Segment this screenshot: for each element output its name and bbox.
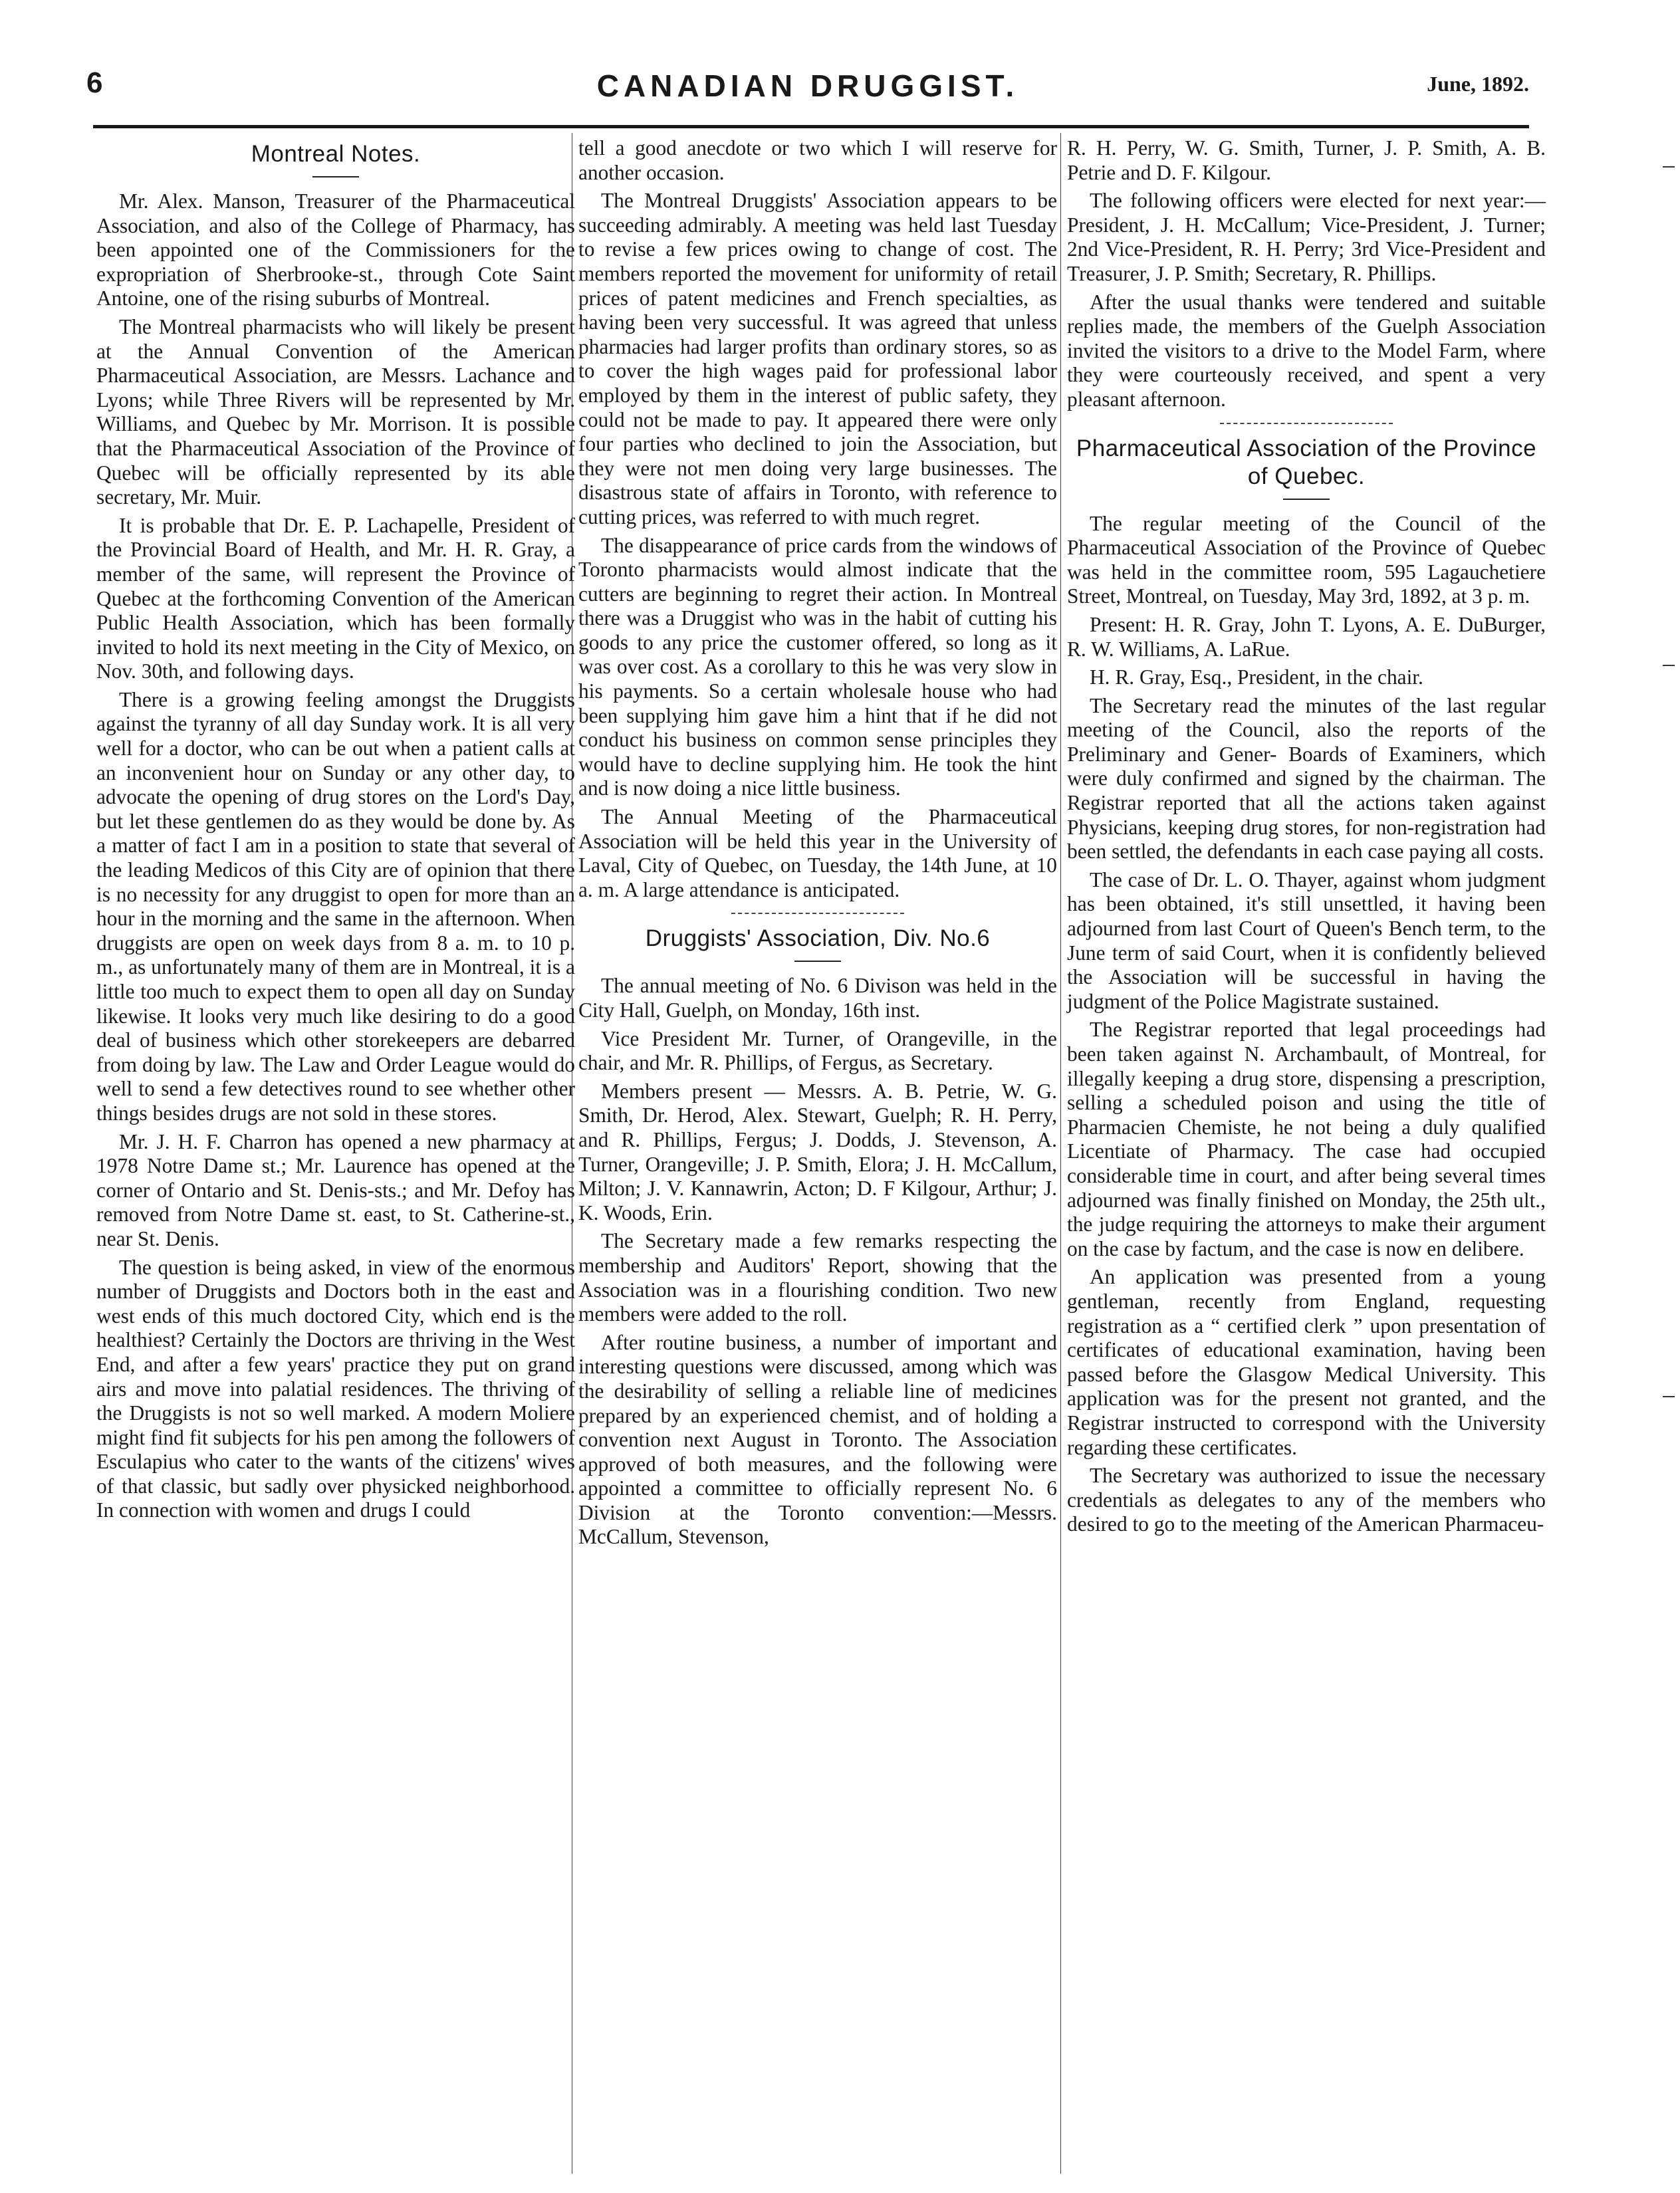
- article-paragraph: Mr. J. H. F. Charron has opened a new pharmacy at 1978 Notre Dame st.; Mr. Laurence has opened at the corner of Ontario and St. Denis-sts.; and Mr. Defoy has removed from Notre Dame st. east, to St. Catherine-st., near St. Denis.: [96, 1129, 575, 1250]
- column-3: [1067, 136, 1546, 1541]
- article-paragraph: The Registrar reported that legal proceedings had been taken against N. Archambault, of Montreal, for illegally keeping a drug store, dispensing a prescription, selling a scheduled poison and using the title of Pharmacien Chemiste, he not being a duly qualified Licentiate of Pharmacy. The case had occupied considerable time in court, and after being several times adjourned was finally finished on Monday, the 25th ult., the judge requiring the attorneys to make their argument on the case by factum, and the case is now en delibere.: [1067, 1018, 1546, 1260]
- article-paragraph: The Montreal Druggists' Association appears to be succeeding admirably. A meeting was held last Tuesday to revise a few prices owing to change of cost. The members reported the movement for uniformity of retail prices of patent medicines and French specialties, as having been very successful. It was agreed that unless pharmacies had larger profits than ordinary stores, so as to cover the high wages paid for professional labor employed by them in the interest of public safety, they could not be made to pay. It appeared there were only four parties who declined to join the Association, but they were not men doing very large businesses. The disastrous state of affairs in Toronto, with reference to cutting prices, was referred to with much regret.: [578, 189, 1057, 528]
- article-paragraph: The annual meeting of No. 6 Divison was held in the City Hall, Guelph, on Monday, 16th inst.: [578, 974, 1057, 1022]
- binding-mark: [1663, 665, 1675, 670]
- article-paragraph: It is probable that Dr. E. P. Lachapelle, President of the Provincial Board of Health, and Mr. H. R. Gray, a member of the same, will represent the Province of Quebec at the forthcoming Convention of the American Public Health Association, which has been formally invited to hold its next meeting in the City of Mexico, on Nov. 30th, and following days.: [96, 513, 575, 683]
- title-rule: [794, 961, 841, 962]
- article-title-druggists-association: Druggists' Association, Div. No.6: [645, 925, 991, 952]
- article-title-pharmaceutical-association: Pharmaceutical Association of the Province of Quebec.: [1076, 435, 1537, 489]
- article-paragraph: Present: H. R. Gray, John T. Lyons, A. E. DuBurger, R. W. Williams, A. LaRue.: [1067, 612, 1546, 661]
- article-paragraph: The Annual Meeting of the Pharmaceutical Association will be held this year in the University of Laval, City of Quebec, on Tuesday, the 14th June, at 10 a. m. A large attendance is anticipated.: [578, 805, 1057, 901]
- article-paragraph: The Secretary made a few remarks respecting the membership and Auditors' Report, showing that the Association was in a flourishing condition. Two new members were added to the roll.: [578, 1229, 1057, 1326]
- page-header: [86, 66, 1529, 114]
- article-paragraph: R. H. Perry, W. G. Smith, Turner, J. P. Smith, A. B. Petrie and D. F. Kilgour.: [1067, 136, 1546, 184]
- article-paragraph: Members present — Messrs. A. B. Petrie, W. G. Smith, Dr. Herod, Alex. Stewart, Guelph; R. H. Perry, and R. Phillips, Fergus; J. Dodds, J. Stevenson, A. Turner, Orangeville; J. P. Smith, Elora; J. H. McCallum, Milton; J. V. Kannawrin, Acton; D. F Kilgour, Arthur; J. K. Woods, Erin.: [578, 1079, 1057, 1224]
- column-divider: [1060, 133, 1061, 2174]
- article-title-montreal-notes: Montreal Notes.: [251, 141, 421, 167]
- article-paragraph: Mr. Alex. Manson, Treasurer of the Pharmaceutical Association, and also of the College of Pharmacy, has been appointed one of the Commissioners for the expropriation of Sherbrooke-st., through Cote Saint Antoine, one of the rising suburbs of Montreal.: [96, 189, 575, 310]
- article-paragraph: The Secretary was authorized to issue the necessary credentials as delegates to any of the members who desired to go to the meeting of the American Pharmaceu-: [1067, 1464, 1546, 1536]
- binding-mark: [1663, 166, 1675, 172]
- title-rule: [1283, 499, 1330, 500]
- article-paragraph: An application was presented from a young gentleman, recently from England, requesting registration as a “ certified clerk ” upon presentation of certificates of educational examination, having been passed before the Glasgow Medical University. This application was for the present not granted, and the Registrar instructed to correspond with the University regarding these certificates.: [1067, 1265, 1546, 1459]
- article-paragraph: The following officers were elected for next year:—President, J. H. McCallum; Vice-President, J. Turner; 2nd Vice-President, R. H. Perry; 3rd Vice-President and Treasurer, J. P. Smith; Secretary, R. Phillips.: [1067, 189, 1546, 285]
- issue-date: June, 1892.: [1427, 72, 1529, 96]
- article-paragraph: After the usual thanks were tendered and suitable replies made, the members of the Guelph Association invited the visitors to a drive to the Model Farm, where they were courteously received, and spent a very pleasant afternoon.: [1067, 290, 1546, 411]
- masthead: CANADIAN DRUGGIST.: [596, 68, 1019, 103]
- section-separator: [1220, 423, 1393, 424]
- article-paragraph: The Montreal pharmacists who will likely be present at the Annual Convention of the American Pharmaceutical Association, are Messrs. Lachance and Lyons; while Three Rivers will be represented by Mr. Williams, and Quebec by Mr. Morrison. It is possible that the Pharmaceutical Association of the Province of Quebec will be officially represented by its able secretary, Mr. Muir.: [96, 314, 575, 509]
- column-2: [578, 136, 1057, 1554]
- article-paragraph: There is a growing feeling amongst the Druggists against the tyranny of all day Sunday work. It is all very well for a doctor, who can be out when a patient calls at an inconvenient hour on Sunday or any other day, to advocate the opening of drug stores on the Lord's Day, but let these gentlemen do as they would be done by. As a matter of fact I am in a position to state that several of the leading Medicos of this City are of opinion that there is no necessity for any druggist to open for more than an hour in the morning and the same in the afternoon. When druggists are open on week days from 8 a. m. to 10 p. m., as unfortunately many of them are in Montreal, it is a little too much to expect them to open all day on Sunday likewise. It looks very much like desiring to do a good deal of business which other storekeepers are debarred from doing by law. The Law and Order League would do well to send a few detectives round to see whether other things besides drugs are not sold in these stores.: [96, 687, 575, 1125]
- article-paragraph: Vice President Mr. Turner, of Orangeville, in the chair, and Mr. R. Phillips, of Fergus, as Secretary.: [578, 1026, 1057, 1075]
- binding-mark: [1663, 1396, 1675, 1401]
- page-number: 6: [86, 66, 103, 99]
- column-1: [96, 136, 575, 1527]
- article-paragraph: The case of Dr. L. O. Thayer, against whom judgment has been obtained, it's still unsettled, it having been adjourned from last Court of Queen's Bench term, to the June term of said Court, when it is confidently believed the Association will be successful in having the judgment of the Police Magistrate sustained.: [1067, 867, 1546, 1013]
- header-rule: [93, 125, 1529, 128]
- title-rule: [312, 176, 359, 177]
- article-paragraph: The regular meeting of the Council of the Pharmaceutical Association of the Province of Quebec was held in the committee room, 595 Lagauchetiere Street, Montreal, on Tuesday, May 3rd, 1892, at 3 p. m.: [1067, 511, 1546, 608]
- article-paragraph: After routine business, a number of important and interesting questions were discussed, among which was the desirability of selling a reliable line of medicines prepared by an experienced chemist, and of holding a convention next August in Toronto. The Association approved of both measures, and the following were appointed a committee to officially represent No. 6 Division at the Toronto convention:—Messrs. McCallum, Stevenson,: [578, 1330, 1057, 1549]
- article-paragraph: The question is being asked, in view of the enormous number of Druggists and Doctors both in the east and west ends of this much doctored City, which end is the healthiest? Certainly the Doctors are thriving in the West End, and after a few years' practice they put on grand airs and move into palatial residences. The thriving of the Druggists is not so well marked. A modern Moliere might find fit subjects for his pen among the followers of Esculapius who cater to the wants of the citizens' wives of that classic, but sadly over physicked neighborhood. In connection with women and drugs I could: [96, 1255, 575, 1522]
- article-paragraph: H. R. Gray, Esq., President, in the chair.: [1090, 665, 1423, 689]
- article-paragraph: tell a good anecdote or two which I will reserve for another occasion.: [578, 136, 1057, 184]
- article-paragraph: The Secretary read the minutes of the last regular meeting of the Council, also the reports of the Preliminary and Gener- Boards of Examiners, which were duly confirmed and signed by the chairman. The Registrar reported that all the actions taken against Physicians, keeping drug stores, for non-registration had been settled, the defendants in each case paying all costs.: [1067, 693, 1546, 864]
- section-separator: [731, 913, 904, 914]
- article-paragraph: The disappearance of price cards from the windows of Toronto pharmacists would almost indicate that the cutters are beginning to regret their action. In Montreal there was a Druggist who was in the habit of cutting his goods to any price the customer offered, so long as it was over cost. As a corollary to this he was very slow in his payments. So a certain wholesale house who had been supplying him gave him a hint that if he did not conduct his business on common sense principles they would have to decline supplying him. He took the hint and is now doing a nice little business.: [578, 533, 1057, 800]
